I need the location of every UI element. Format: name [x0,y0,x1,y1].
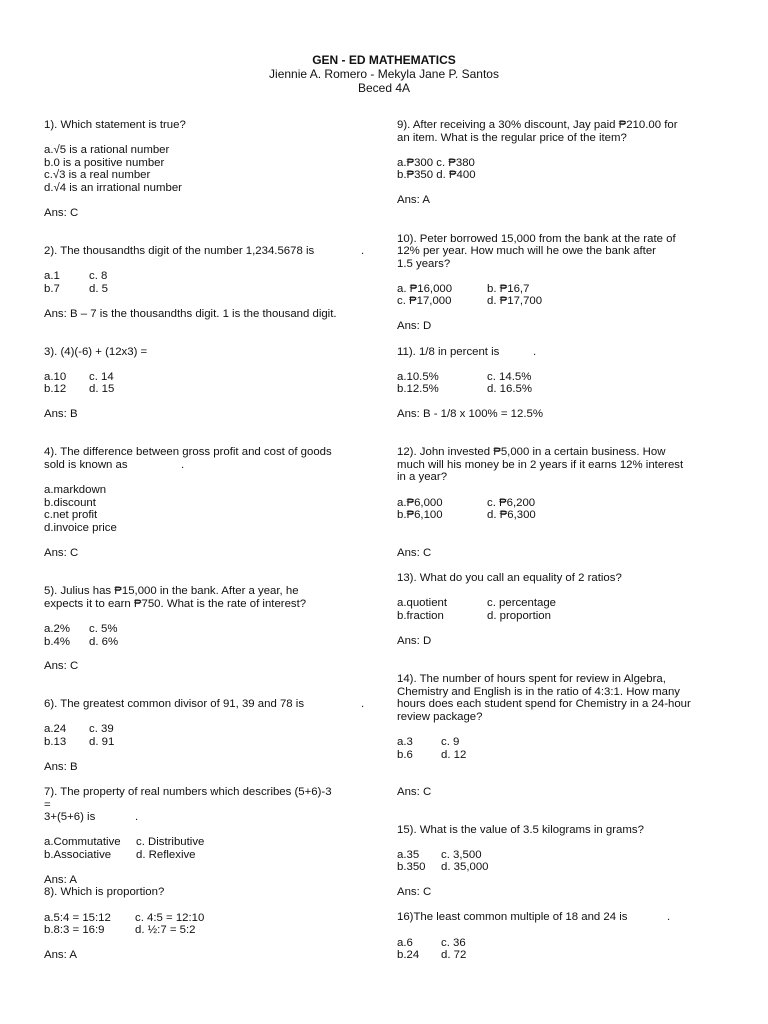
question-12-text-line-2: much will his money be in 2 years if it earns 12% interest [397,459,684,471]
question-14-text-line-1: 14). The number of hours spent for review in Algebra, [397,673,666,685]
question-3-answer: Ans: B [44,408,78,420]
question-14-option-a: a.3 [397,736,413,748]
question-7-blank: . [135,811,139,823]
question-6-answer: Ans: B [44,761,78,773]
question-4-text-line-2: sold is known as [44,459,128,471]
question-11-option-d: d. 16.5% [487,383,532,395]
question-10-option-a: a. ₱16,000 [397,283,453,295]
question-11-option-a: a.10.5% [397,371,439,383]
question-10-option-c: c. ₱17,000 [397,295,452,307]
question-15-text: 15). What is the value of 3.5 kilograms in grams? [397,824,644,836]
question-10-option-d: d. ₱17,700 [487,295,543,307]
question-4-answer: Ans: C [44,547,79,559]
question-13-text: 13). What do you call an equality of 2 ratios? [397,572,622,584]
document-section: Beced 4A [357,81,411,95]
question-12-answer: Ans: C [397,547,432,559]
question-7-option-b: b.Associative [44,849,112,861]
question-4-blank: . [181,459,185,471]
question-13-option-d: d. proportion [487,610,551,622]
question-1-option-a: a.√5 is a rational number [44,144,170,156]
question-2-text: 2). The thousandths digit of the number 1,234.5678 is [44,245,315,257]
question-10-text-line-3: 1.5 years? [397,258,451,270]
question-10-option-b: b. ₱16,7 [487,283,530,295]
question-11-option-c: c. 14.5% [487,371,532,383]
question-1-option-d: d.√4 is an irrational number [44,182,182,194]
question-14-text-line-3: hours does each student spend for Chemistry in a 24-hour [397,698,691,710]
question-16-option-d: d. 72 [441,949,467,961]
question-10-text-line-2: 12% per year. How much will he owe the bank after [397,245,656,257]
question-14-option-c: c. 9 [441,736,460,748]
question-13-answer: Ans: D [397,635,432,647]
question-14-text-line-4: review package? [397,711,483,723]
question-7-text-line-2: = [44,799,51,811]
question-4-option-d: d.invoice price [44,522,117,534]
question-1-text: 1). Which statement is true? [44,119,186,131]
question-4-option-c: c.net profit [44,509,98,521]
question-5-option-a: a.2% [44,623,70,635]
question-14-text-line-2: Chemistry and English is in the ratio of 4:3:1. How many [397,686,680,698]
question-5-option-d: d. 6% [89,636,119,648]
question-14-option-d: d. 12 [441,749,467,761]
question-5-option-b: b.4% [44,636,70,648]
question-3-text: 3). (4)(-6) + (12x3) = [44,346,148,358]
question-12-option-a: a.₱6,000 [397,497,443,509]
question-16-option-a: a.6 [397,937,413,949]
question-8-option-d: d. ½:7 = 5:2 [135,924,196,936]
question-13-option-a: a.quotient [397,597,448,609]
question-11-blank: . [533,346,537,358]
question-5-answer: Ans: C [44,660,79,672]
question-3-option-a: a.10 [44,371,67,383]
question-7-answer: Ans: A [44,874,77,886]
question-6-blank: . [361,698,365,710]
question-16-option-c: c. 36 [441,937,466,949]
question-13-option-c: c. percentage [487,597,557,609]
question-12-option-d: d. ₱6,300 [487,509,536,521]
question-4-text-line-1: 4). The difference between gross profit and cost of goods [44,446,332,458]
question-7-option-c: c. Distributive [136,836,205,848]
question-11-text: 11). 1/8 in percent is [397,346,500,358]
question-8-option-c: c. 4:5 = 12:10 [135,912,205,924]
question-5-text-line-2: expects it to earn ₱750. What is the rate of interest? [44,598,307,610]
question-16-option-b: b.24 [397,949,420,961]
question-10-answer: Ans: D [397,320,432,332]
question-6-text: 6). The greatest common divisor of 91, 39 and 78 is [44,698,305,710]
question-7-text-line-3: 3+(5+6) is [44,811,96,823]
question-13-option-b: b.fraction [397,610,444,622]
question-6-option-a: a.24 [44,723,67,735]
question-5-option-c: c. 5% [89,623,118,635]
question-12-text-line-1: 12). John invested ₱5,000 in a certain business. How [397,446,666,458]
question-3-option-b: b.12 [44,383,67,395]
question-6-option-d: d. 91 [89,736,115,748]
question-16-blank: . [667,911,671,923]
question-3-option-c: c. 14 [89,371,114,383]
question-12-option-c: c. ₱6,200 [487,497,536,509]
question-9-answer: Ans: A [397,194,430,206]
question-6-option-b: b.13 [44,736,67,748]
question-15-answer: Ans: C [397,886,432,898]
question-9-text-line-2: an item. What is the regular price of the item? [397,132,627,144]
question-7-text-line-1: 7). The property of real numbers which describes (5+6)-3 [44,786,332,798]
question-2-option-a: a.1 [44,270,60,282]
question-2-option-c: c. 8 [89,270,108,282]
question-5-text-line-1: 5). Julius has ₱15,000 in the bank. After a year, he [44,585,299,597]
question-1-option-b: b.0 is a positive number [44,157,165,169]
question-8-answer: Ans: A [44,949,77,961]
question-11-option-b: b.12.5% [397,383,439,395]
question-15-option-d: d. 35,000 [441,861,489,873]
question-1-option-c: c.√3 is a real number [44,169,151,181]
question-15-option-b: b.350 [397,861,426,873]
document-authors: Jiennie A. Romero - Mekyla Jane P. Santos [269,67,499,81]
question-9-options-row-2: b.₱350 d. ₱400 [397,169,476,181]
question-11-answer: Ans: B - 1/8 x 100% = 12.5% [397,408,543,420]
question-9-options-row-1: a.₱300 c. ₱380 [397,157,475,169]
question-2-answer: Ans: B – 7 is the thousandths digit. 1 is the thousand digit. [44,308,337,320]
question-1-answer: Ans: C [44,207,79,219]
document-title: GEN - ED MATHEMATICS [312,53,456,67]
question-15-option-c: c. 3,500 [441,849,482,861]
question-8-text: 8). Which is proportion? [44,886,165,898]
question-12-text-line-3: in a year? [397,471,448,483]
question-14-answer: Ans: C [397,786,432,798]
question-3-option-d: d. 15 [89,383,115,395]
question-15-option-a: a.35 [397,849,420,861]
question-6-option-c: c. 39 [89,723,114,735]
question-2-option-d: d. 5 [89,283,108,295]
question-14-option-b: b.6 [397,749,413,761]
question-4-option-b: b.discount [44,497,96,509]
question-4-option-a: a.markdown [44,484,107,496]
question-10-text-line-1: 10). Peter borrowed 15,000 from the bank at the rate of [397,233,676,245]
question-7-option-a: a.Commutative [44,836,121,848]
question-2-blank: . [361,245,365,257]
question-16-text: 16)The least common multiple of 18 and 24 is [397,911,628,923]
question-2-option-b: b.7 [44,283,60,295]
question-7-option-d: d. Reflexive [136,849,196,861]
question-9-text-line-1: 9). After receiving a 30% discount, Jay paid ₱210.00 for [397,119,678,131]
question-12-option-b: b.₱6,100 [397,509,443,521]
question-8-option-a: a.5:4 = 15:12 [44,912,111,924]
question-8-option-b: b.8:3 = 16:9 [44,924,105,936]
